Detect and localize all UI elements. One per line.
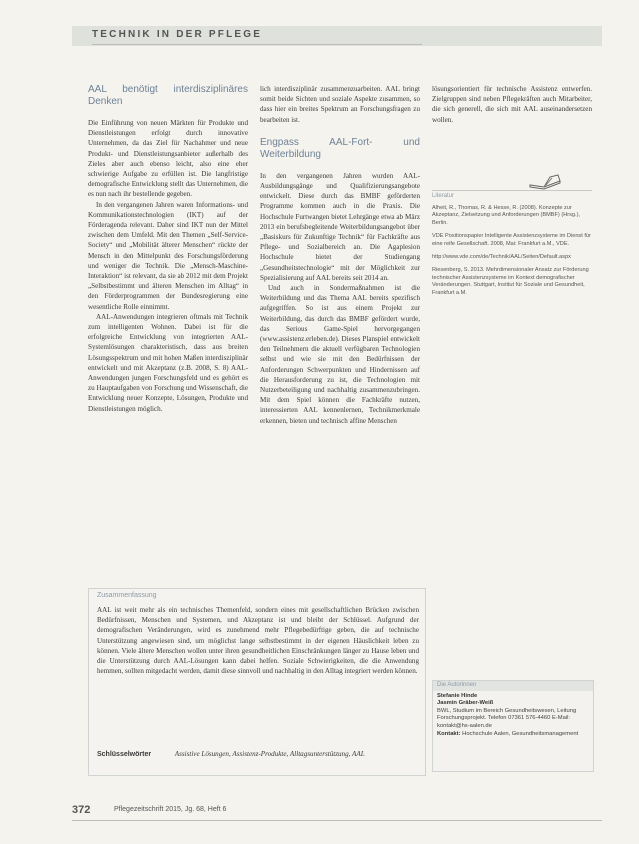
paragraph: In den vergangenen Jahren waren Informations- und Kommunikationstechnologien (IKT) auf der Förderagenda relevant. Daher sind IKT nun der Mittel zwischen dem Umfeld. Mit den Themen „Self-Service-Society“ und „Mobilität älterer Menschen“ rückte der Mensch in den Mittelpunkt des Forschungsförderung und weniger die Technik. Die „Mensch-Maschine-Interaktion“ ist relevant, da sie ab 2012 mit dem Projekt „Selbstbestimmt und älteren Menschen im Alltag“ in den Förderprogrammen der Bundesregierung eine wesentliche Rolle einnimmt.	[88, 200, 248, 311]
literature-entry: VDE Positionspapier Intelligente Assistenzsysteme im Dienst für eine reife Gesellschaft. 2008, Mai: Frankfurt a.M., VDE.	[432, 233, 591, 247]
author-info: BWL, Studium im Bereich Gesundheitswesen, Leitung Forschungsprojekt. Telefon 07361 576-4460 E-Mail: kontakt@hs-aalen.de	[437, 707, 577, 729]
heading-training-bottleneck: Engpass AAL-Fort- und Weiterbildung	[260, 136, 420, 160]
journal-info: Pflegezeitschrift 2015, Jg. 68, Heft 6	[114, 806, 227, 813]
paragraph: Und auch in Sondermaßnahmen ist die Weiterbildung und das Thema AAL bereits spezifisch aufgegriffen. So ist aus einem Projekt zur Weiterbildung, das durch das BMBF gefördert wurde, das Serious Game-Spiel hervorgegangen (www.assistenz.erleben.de). Dieses Planspiel entwickelt den Teilnehmern die aktuell verfügbaren Technologien selbst und wie sie mit den Bedürfnissen der Anforderungen Schwerpunkten und Hindernissen auf die Herausforderung zu ist, die Technologien mit Nutzerbeteiligung und nachhaltig zusammenzubringen. Mit dem Spiel können die Fachkräfte nutzen, interessierten AAL kennenlernen, Technikmerkmale erkennen, bieten und technisch affine Menschen	[260, 284, 420, 425]
author-name: Jasmin Gräber-Weiß	[437, 700, 494, 707]
literature-section	[432, 190, 592, 297]
summary-title: Zusammenfassung	[97, 592, 157, 599]
footer-divider	[72, 820, 602, 821]
author-details	[433, 691, 593, 741]
paragraph: Die Einführung von neuen Märkten für Produkte und Dienstleistungen erfolgt durch innovative Unternehmen, da das Ziel für Nachahmer und neue Produkt- und Dienstleistungsanbieter außerhalb des Zieles aber auch ebenso leicht, also eine eher schwierige Aufgabe zu erfüllen ist. Die langfristige demografische Entwicklung stellt das Unternehmen, die es nun nach ihr bestellende gegeben.	[88, 119, 248, 199]
paragraph: AAL-Anwendungen integrieren oftmals mit Technik zum intelligenten Wohnen. Dabei ist für die erfolgreiche Entwicklung von integrierten AAL-Systemlösungen charakteristisch, dass aus breiten Lösungsspektrum und mit hohen Maßen interdisziplinär entwickelt und mit Akzeptanz (z.B. 2008, S. 8) AAL-Anwendungen jungen Forschungsfeld und es gehört es zu Hauptaufgaben von Forschung und Wissenschaft, die Entwicklung neuer Konzepte, Lösungen, Produkte und Dienstleistungen möglich.	[88, 312, 248, 413]
author-box	[432, 680, 594, 772]
paragraph: lich interdisziplinär zusammenzuarbeiten. AAL bringt somit beide Sichten und soziale Aspekte zusammen, so dass hier ein breites Spektrum an Forschungsfragen zu bearbeiten ist.	[260, 85, 420, 124]
author-name: Stefanie Hinde	[437, 692, 478, 699]
literature-entry: http://www.vde.com/de/Technik/AAL/Seiten/Default.aspx	[432, 254, 571, 261]
contact-label: Kontakt:	[437, 730, 461, 737]
literature-entry: Riesenberg, S. 2013. Mehrdimensionaler Ansatz zur Förderung technischer Assistenzsysteme im Kontext demografischer Veränderungen. Stuttgart, Institut für Soziale und Gesundheit, Frankfurt a.M.	[432, 267, 589, 296]
column-3	[432, 84, 592, 125]
header-divider	[92, 44, 422, 45]
literature-entry: Alheit, R., Thomas, R. & Hesse, R. (2008). Konzepte zur Akzeptanz, Zielsetzung und Anforderungen (BMBF) (Hrsg.), Berlin.	[432, 205, 580, 226]
summary-box	[88, 588, 426, 776]
keywords-label: Schlüsselwörter	[97, 751, 152, 758]
paragraph: lösungsorientiert für technische Assistenz entwerfen. Zielgruppen sind neben Pflegekräften auch Mitarbeiter, die sich generell, die sich mit AAL auseinandersetzen wollen.	[432, 85, 592, 124]
book-icon	[528, 173, 562, 191]
column-2	[260, 84, 420, 426]
page-number: 372	[72, 804, 91, 816]
column-1	[88, 84, 248, 414]
summary-text: AAL ist weit mehr als ein technisches Themenfeld, sondern eines mit gesellschaftlichen Brücken zwischen Bedürfnissen, Menschen und Systemen, und Akzeptanz ist und bleibt der Schlüssel. Aufgrund der demografischen Veränderungen, wird es zunehmend mehr Pflegebedürftige geben, die auf technische Unterstützung angewiesen sind, um möglichst lange selbstbestimmt in der eigenen Häuslichkeit leben zu können. Viele ältere Menschen wollen unter ihren gesundheitlichen Einschränkungen länger zu Hause leben und die Unterstützung durch AAL-Lösungen kann dabei helfen. Soziale Schwierigkeiten, die die Anwendung hemmen, sollten mitgedacht werden, damit diese sinnvoll und nachhaltig in den Alltag integriert werden können.	[97, 606, 419, 676]
paragraph: In den vergangenen Jahren wurden AAL-Ausbildungsgänge und Qualifizierungsangebote entwickelt. Diese durch das BMBF geförderten Programme kommen auch in die Praxis. Die Hochschule Furtwangen bietet Lehrgänge etwa ab März 2013 ein berufsbegleitende Weiterbildungsangebot über „Basiskurs für Zukunftige Technik“ für Fachkräfte aus Pflege- und Sozialbereich an. Die Agaplesion Hochschule bietet der Studiengang „Gesundheitstechnologie“ mit der Möglichkeit zur Spezialisierung auf AAL bereits seit 2014 an.	[260, 171, 420, 282]
literature-heading	[432, 190, 592, 199]
contact-info: Hochschule Aalen, Gesundheitsmanagement	[462, 730, 579, 737]
section-header: TECHNIK IN DER PFLEGE	[92, 29, 263, 40]
heading-aal-interdisciplinary: AAL benötigt interdisziplinäres Denken	[88, 84, 248, 107]
literature-heading-label: Literatur	[432, 193, 455, 199]
keywords-value: Assistive Lösungen, Assistenz-Produkte, Alltagsunterstützung, AAL	[174, 750, 365, 758]
keywords-row	[97, 749, 419, 760]
author-heading: Die Autorinnen	[433, 681, 593, 691]
